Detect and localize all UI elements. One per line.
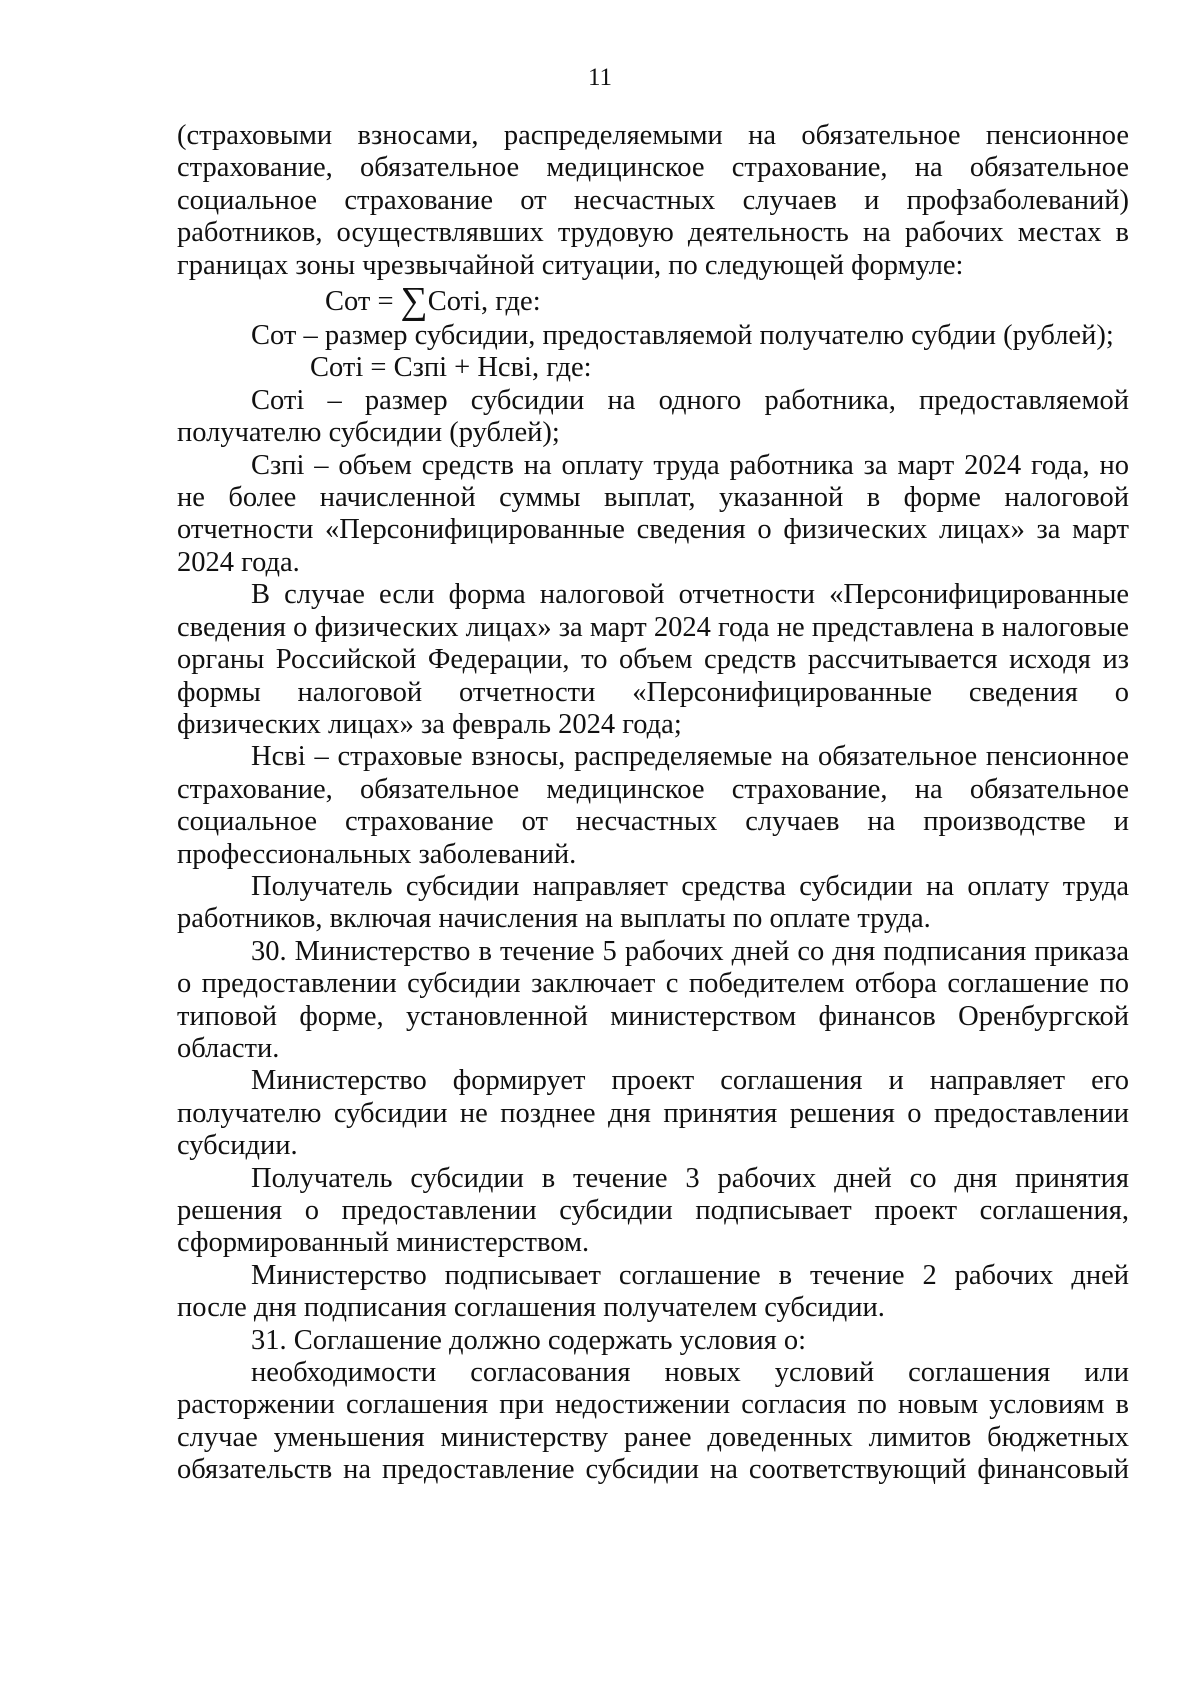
document-body: [177, 120, 1129, 1487]
formula-total-right: Сотi, где:: [427, 286, 541, 318]
paragraph-ministry-forms: Министерство формирует проект соглашения и направляет его получателю субсидии не позднее дня принятия решения о предоставлении субсидии.: [177, 1065, 1129, 1162]
formula-per-worker: Сотi = Сзпi + Нсвi, где:: [310, 352, 592, 384]
paragraph-necessity: необходимости согласования новых условий соглашения или расторжении соглашения при недостижении согласия по новым условиям в случае уменьшения министерству ранее доведенных лимитов бюджетных обязательств на предоставление субсидии на соответствующий финансовый: [177, 1357, 1129, 1486]
item-30: 30. Министерство в течение 5 рабочих дней со дня подписания приказа о предоставлении субсидии заключает с победителем отбора соглашение по типовой форме, установленной министерством финансов Оренбургской области.: [177, 935, 1129, 1064]
paragraph-tax-report-case: В случае если форма налоговой отчетности «Персонифицированные сведения о физических лицах» за март 2024 года не представлена в налоговые органы Российской Федерации, то объем средств рассчитывается исходя из формы налоговой отчетности «Персонифицированные сведения о физических лицах» за февраль 2024 года;: [177, 579, 1129, 740]
page-number: 11: [587, 64, 613, 91]
definition-nsvi: Нсвi – страховые взносы, распределяемые на обязательное пенсионное страхование, обязательное медицинское страхование, на обязательное социальное страхование от несчастных случаев на производстве и профессиональных заболеваний.: [177, 741, 1129, 870]
paragraph-recipient-signs: Получатель субсидии в течение 3 рабочих дней со дня принятия решения о предоставлении субсидии подписывает проект соглашения, сформированный министерством.: [177, 1162, 1129, 1259]
definition-coti: Сотi – размер субсидии на одного работника, предоставляемой получателю субсидии (рублей);: [177, 384, 1129, 449]
sum-sign: ∑: [400, 280, 428, 323]
paragraph-recipient-directs: Получатель субсидии направляет средства субсидии на оплату труда работников, включая начисления на выплаты по оплате труда.: [177, 870, 1129, 935]
formula-total-subsidy: [177, 280, 1129, 323]
paragraph-ministry-signs: Министерство подписывает соглашение в течение 2 рабочих дней после дня подписания соглашения получателем субсидии.: [177, 1259, 1129, 1324]
item-31: 31. Соглашение должно содержать условия о:: [251, 1324, 807, 1356]
formula-total-left: Сот =: [325, 286, 401, 318]
definition-cot: Сот – размер субсидии, предоставляемой получателю субдии (рублей);: [251, 320, 1114, 352]
paragraph-insurance-contributions: (страховыми взносами, распределяемыми на обязательное пенсионное страхование, обязательное медицинское страхование, на обязательное социальное страхование от несчастных случаев и профзаболеваний) работников, осуществлявших трудовую деятельность на рабочих местах в границах зоны чрезвычайной ситуации, по следующей формуле:: [177, 120, 1129, 281]
definition-szpi: Сзпi – объем средств на оплату труда работника за март 2024 года, но не более начисленной суммы выплат, указанной в форме налоговой отчетности «Персонифицированные сведения о физических лицах» за март 2024 года.: [177, 449, 1129, 578]
